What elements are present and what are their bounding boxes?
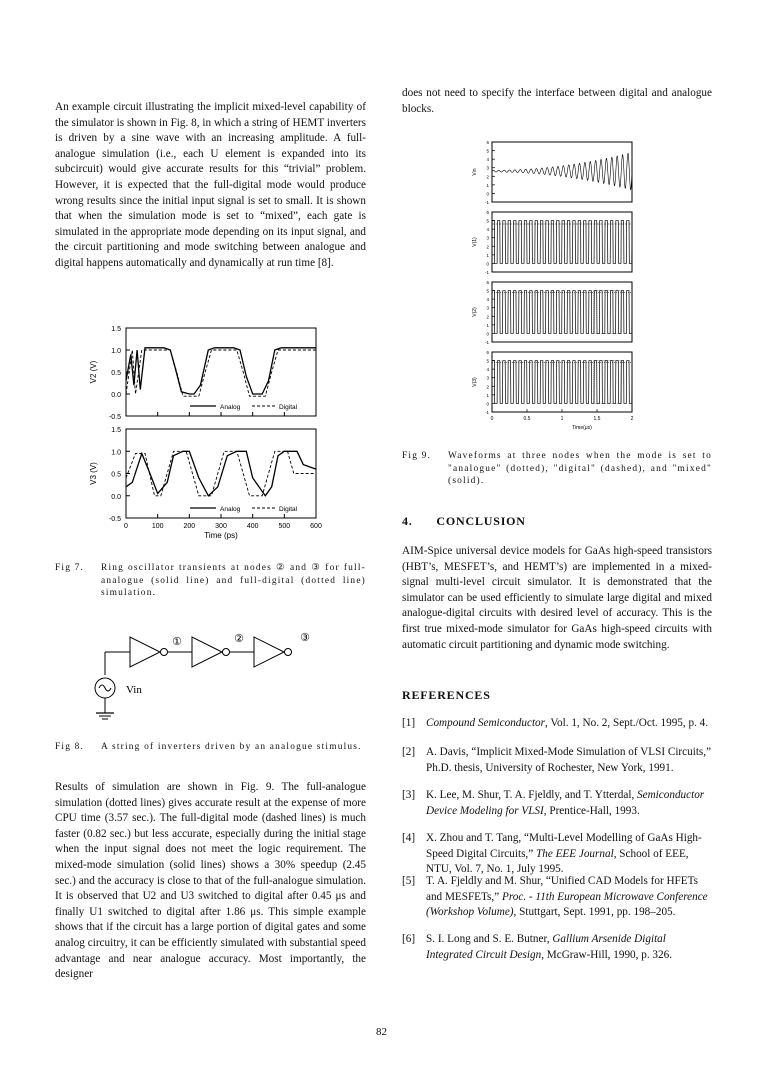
y-axis-label: Vin (472, 168, 478, 176)
x-tick-label: 1 (560, 416, 564, 422)
x-tick-label: 0 (124, 523, 128, 530)
y-tick-label: 0.5 (111, 471, 121, 479)
x-tick-label: 400 (246, 523, 259, 530)
conclusion-heading-text: CONCLUSION (436, 514, 526, 528)
conclusion-heading (402, 514, 712, 529)
y-tick-label: 2 (486, 384, 489, 390)
y-tick-label: 4 (486, 157, 489, 163)
legend-label-digital: Digital (279, 506, 298, 513)
fig7-label: Fig 7. (55, 563, 85, 573)
y-tick-label: 1 (486, 322, 489, 328)
fig7-chart (80, 318, 380, 546)
y-tick-label: 3 (486, 165, 489, 171)
y-tick-label: 4 (486, 227, 489, 233)
reference-text: K. Lee, M. Shur, T. A. Fjeldly, and T. Ytterdal, Semiconductor Device Modeling for VLSI, Prentice-Hall, 1993. (426, 789, 705, 817)
y-axis-label: V2 (V) (89, 360, 98, 384)
y-tick-label: 0 (486, 401, 489, 407)
node-label-2: ② (234, 633, 244, 645)
y-tick-label: 6 (486, 280, 489, 285)
plot-frame (126, 429, 316, 518)
node-label-3: ③ (300, 632, 310, 644)
reference-number: [1] (402, 717, 416, 729)
series-line-mixed (492, 291, 632, 334)
series-line-analog (126, 451, 316, 496)
reference-text: Compound Semiconductor, Vol. 1, No. 2, Sept./Oct. 1995, p. 4. (426, 717, 709, 729)
y-tick-label: 3 (486, 375, 489, 381)
fig9-caption-text: Waveforms at three nodes when the mode is set to "analogue" (dotted), "digital" (dashed), and "mixed" (solid). (448, 451, 712, 486)
fig9-label: Fig 9. (402, 451, 432, 461)
y-tick-label: 0 (486, 331, 489, 337)
page-number: 82 (376, 1026, 387, 1038)
reference-number: [4] (402, 832, 416, 844)
series-line-vin (492, 153, 632, 189)
inverter-u2 (192, 637, 222, 667)
node-2-dot (223, 649, 230, 656)
reference-text: A. Davis, “Implicit Mixed-Mode Simulation of VLSI Circuits,” Ph.D. thesis, University of Rochester, New York, 1991. (426, 746, 712, 774)
reference-number: [3] (402, 789, 416, 801)
legend-label-analog: Analog (220, 506, 241, 513)
y-axis-label: V3 (V) (89, 462, 98, 485)
y-tick-label: 5 (486, 218, 489, 224)
y-tick-label: 0 (486, 261, 489, 267)
fig8-caption-text: A string of inverters driven by an analogue stimulus. (101, 742, 362, 752)
x-tick-label: 600 (310, 523, 322, 530)
x-tick-label: 2 (630, 416, 634, 422)
y-tick-label: 1 (486, 252, 489, 258)
y-tick-label: 6 (486, 350, 489, 355)
y-tick-label: 5 (486, 288, 489, 294)
series-line-mixed (492, 221, 632, 264)
y-tick-label: 3 (486, 235, 489, 241)
node-label-1: ① (172, 636, 182, 648)
y-tick-label: 1.5 (111, 326, 121, 333)
x-axis-label: Time (ps) (204, 531, 238, 540)
y-tick-label: 2 (486, 244, 489, 250)
y-tick-label: -1 (484, 340, 489, 345)
y-tick-label: 6 (486, 210, 489, 215)
series-line-digital (126, 350, 316, 396)
y-tick-label: 3 (486, 305, 489, 311)
y-tick-label: 2 (486, 174, 489, 180)
inverter-u1 (130, 637, 160, 667)
y-tick-label: 1 (486, 392, 489, 398)
results-paragraph: Results of simulation are shown in Fig. 9. The full-analogue simulation (dotted lines) gives accurate result at the expense of more CPU time (3.57 sec.). The full-digital mode (dashed lines) is much faster (0.82 sec.) but less accurate, especially during the initial stage when the input signal does not meet the logic requirement. The mixed-mode simulation (solid lines) shows a 30% speedup (2.45 sec.) and the accuracy is close to that of the full-analogue simulation. It is observed that U2 and U3 switched to digital after 0.45 μs and finally U1 switched to digital after 1.86 μs. This simple example shows that if the circuit has a large portion of digital gates and some analog circuitry, it can be efficiently simulated with substantial speed advantage and near analogue accuracy. Most importantly, the designer (55, 781, 366, 981)
x-tick-label: 0 (490, 416, 494, 422)
y-tick-label: 1.0 (111, 449, 121, 457)
y-tick-label: 1.5 (111, 427, 121, 434)
y-tick-label: 0 (486, 191, 489, 197)
x-tick-label: 1.5 (593, 416, 601, 422)
reference-text: T. A. Fjeldly and M. Shur, “Unified CAD Models for HFETs and MESFETs,” Proc. - 11th European Microwave Conference (Workshop Volume), Stuttgart, Sept. 1991, pp. 198–205. (426, 875, 708, 919)
y-tick-label: 6 (486, 140, 489, 145)
y-tick-label: 0.0 (111, 392, 121, 399)
legend-label-analog: Analog (220, 404, 241, 411)
y-tick-label: 1.0 (111, 348, 121, 355)
y-tick-label: -1 (484, 410, 489, 415)
fig9-chart (468, 138, 644, 436)
conclusion-paragraph: AIM-Spice universal device models for GaAs high-speed transistors (HBT’s, MESFET’s, and HEMT’s) are implemented in a mixed-signal multi-level circuit simulator. It is demonstrated that the simulator can be used efficiently to simulate large digital and mixed analogue-digital circuits with desired level of accuracy. This is the first true mixed-mode simulator for GaAs high-speed circuits with automatic circuit partitioning and dynamic mode switching. (402, 545, 712, 651)
y-tick-label: -0.5 (108, 516, 121, 523)
references-list (402, 716, 714, 966)
x-tick-label: 500 (278, 523, 291, 530)
node-1-dot (161, 649, 168, 656)
intro-paragraph: An example circuit illustrating the implicit mixed-level capability of the simulator is shown in Fig. 8, in which a string of HEMT inverters is driven by a sine wave with an increasing amplitude. A full-analogue simulation (i.e., each U element is expanded into its subcircuit) would give accurate results for this “trivial” problem. However, it is expected that the full-digital mode would produce wrong results since the initial input signal is set to small. It is shown that when the simulation mode is set to “mixed”, each gate is simulated in the appropriate mode depending on its input signal, and the circuit partitioning and mode switching between analogue and digital happens automatically and dynamically at run time [8]. (55, 101, 366, 269)
series-line-analog (126, 348, 316, 394)
y-tick-label: 5 (486, 148, 489, 154)
x-tick-label: 0.5 (523, 416, 531, 422)
reference-text: X. Zhou and T. Tang, “Multi-Level Modelling of GaAs High-Speed Digital Circuits,” The EEE Journal, School of EEE, NTU, Vol. 7, No. 1, July 1995. (426, 832, 702, 876)
x-tick-label: 300 (215, 523, 227, 530)
reference-number: [6] (402, 933, 416, 945)
y-tick-label: 4 (486, 297, 489, 303)
references-heading: REFERENCES (402, 688, 491, 702)
y-axis-label: V(2) (472, 307, 478, 317)
fig8-inverter-chain-diagram (90, 625, 330, 730)
y-tick-label: 1 (486, 182, 489, 188)
y-tick-label: 0.5 (111, 370, 121, 377)
fig7-caption-text: Ring oscillator transients at nodes ② and ③ for full-analogue (solid line) and full-digital (dotted line) simulation. (101, 563, 366, 598)
reference-number: [5] (402, 875, 416, 887)
source-label: Vin (126, 684, 142, 696)
node-3-dot (285, 649, 292, 656)
y-tick-label: 2 (486, 314, 489, 320)
fig9-caption (402, 450, 712, 490)
plot-frame (126, 328, 316, 416)
y-axis-label: V(3) (472, 377, 478, 387)
y-tick-label: -1 (484, 200, 489, 205)
reference-text: S. I. Long and S. E. Butner, Gallium Arsenide Digital Integrated Circuit Design, McGraw-Hill, 1990, p. 326. (426, 933, 673, 961)
fig8-label: Fig 8. (55, 742, 85, 752)
y-tick-label: 0.0 (111, 493, 121, 501)
x-axis-label: Time(μs) (572, 425, 592, 431)
continuation-paragraph: does not need to specify the interface between digital and analogue blocks. (402, 87, 712, 115)
y-tick-label: -1 (484, 270, 489, 275)
series-line-digital (126, 451, 316, 496)
y-axis-label: V(1) (472, 237, 478, 247)
reference-number: [2] (402, 746, 416, 758)
conclusion-heading-number: 4. (402, 514, 413, 528)
legend-label-digital: Digital (279, 404, 298, 411)
y-tick-label: 4 (486, 367, 489, 373)
x-tick-label: 100 (151, 523, 164, 530)
y-tick-label: -0.5 (108, 414, 121, 421)
fig8-caption (55, 741, 366, 769)
y-tick-label: 5 (486, 358, 489, 364)
x-tick-label: 200 (183, 523, 196, 530)
fig7-caption (55, 562, 366, 602)
inverter-u3 (254, 637, 284, 667)
series-line-mixed (492, 361, 632, 404)
